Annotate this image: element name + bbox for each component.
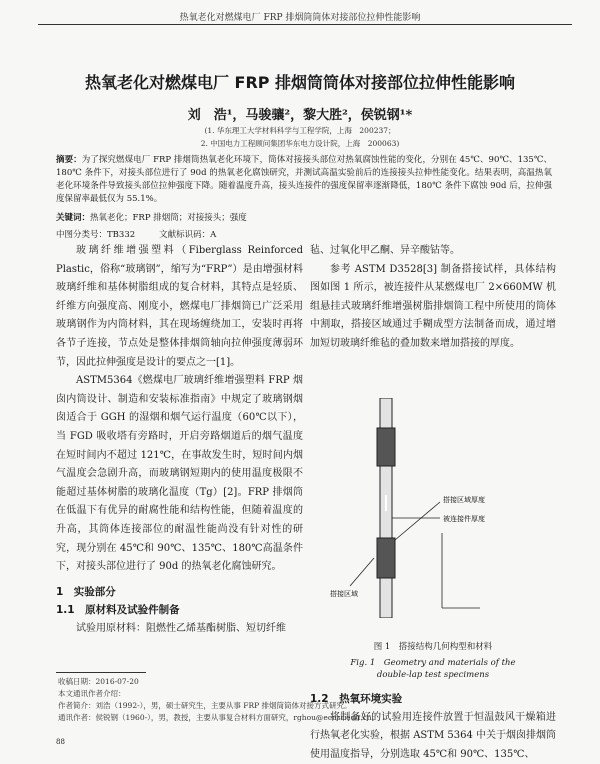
- footnote-rule: [56, 672, 146, 673]
- figure-caption-cn: 图 1 搭接结构几何构型和材料: [373, 642, 493, 652]
- keywords: [56, 211, 247, 223]
- abstract-label: 摘要：: [56, 155, 82, 165]
- document-code: 文献标识码：A: [159, 230, 217, 240]
- keywords-text: 热氧老化；FRP 排烟筒；对接接头；强度: [90, 213, 247, 223]
- section-heading: 1 实验部分: [56, 585, 116, 598]
- overlap-block-top: [377, 428, 395, 466]
- label-overlap-thickness: 搭接区域厚度: [443, 496, 485, 504]
- header-rule: [38, 24, 572, 25]
- body-paragraph: 毡、过氧化甲乙酮、异辛酸钴等。: [310, 245, 460, 256]
- body-paragraph: 试验用原材料：阻燃性乙烯基酯树脂、短切纤维: [76, 622, 286, 634]
- leader-line: [395, 502, 440, 540]
- figure-caption-en: Fig. 1 Geometry and materials of the: [350, 658, 516, 668]
- abstract: [56, 154, 552, 206]
- authors: 刘 浩¹，马骏骧²，黎大胜²，侯锐钢¹*: [187, 108, 413, 123]
- figure-1: [330, 398, 540, 618]
- body-paragraph: 将制备好的试验用连接件放置于恒温鼓风干燥箱进行热氧老化实验，根据 ASTM 5364 中关于烟囱排烟筒使用温度指导，分别选取 45℃和 90℃、135℃、: [310, 711, 556, 760]
- abstract-text: 为了探究燃煤电厂 FRP 排烟筒热氧老化环境下，筒体对接接头部位对热氧腐蚀性能的变化，分别在 45℃、90℃、135℃、180℃ 条件下，对接头部位进行了 90d 的热氧老化腐蚀研究，并测试高温实验前后的连接接头拉伸性能变化。结果表明，高温热氧老化环境条件导致接头部位拉伸强度下降。随着温度升高，接头连接件的强度保留率逐渐降低，180℃ 条件下腐蚀 90d 后，拉伸强度保留率最低仅为 55.1%。: [56, 155, 552, 204]
- footnote: 本文通讯作者介绍：: [58, 689, 126, 698]
- running-header: 热氧老化对燃煤电厂 FRP 排烟筒筒体对接部位拉伸性能影响: [179, 13, 421, 23]
- body-paragraph: 玻璃纤维增强塑料（Fiberglass Reinforced Plastic，俗称“玻璃钢”，缩写为“FRP”）是由增强材料玻璃纤维和基体树脂组成的复合材料，其特点是轻质、纤维方向强度高、刚度小，燃煤电厂排烟筒已广泛采用玻璃钢作为内筒材料，其在现场缠绕加工，安装时再将各节子连接，节点处是整体排烟筒轴向拉伸强度薄弱环节，因此拉伸强度是设计的要点之一[1]。: [56, 245, 303, 368]
- label-overlap-zone: 搭接区域: [330, 590, 358, 598]
- page-number: 88: [56, 738, 65, 746]
- subsection-heading: 1.1 原材料及试验件制备: [56, 604, 180, 617]
- affiliation-2: 2. 中国电力工程顾问集团华东电力设计院，上海 200063): [200, 139, 400, 148]
- figure-caption-en: double-lap test specimens: [376, 670, 490, 680]
- classification-number: 中图分类号：TB332: [56, 230, 136, 240]
- affiliation-1: (1. 华东理工大学材料科学与工程学院，上海 200237；: [204, 126, 396, 135]
- keywords-label: 关键词：: [56, 213, 91, 223]
- left-column: [56, 232, 303, 638]
- label-adherend-thickness: 被连接件厚度: [443, 515, 485, 523]
- footnote: 通讯作者：侯锐钢（1960-），男，教授，主要从事复合材料方面研究，rghou@ecust.edu.cn。: [58, 713, 380, 722]
- leader-line: [350, 558, 374, 586]
- subsection-heading: 1.2 热氧环境实验: [310, 693, 403, 705]
- right-column: [310, 232, 556, 354]
- body-paragraph: ASTM5364《燃煤电厂玻璃纤维增强塑料 FRP 烟囱内筒设计、制造和安装标准指南》中规定了玻璃钢烟囱适合于 GGH 的湿烟和烟气运行温度（60℃以下），当 FGD 吸收塔有旁路时，开启旁路烟道后的烟气温度在短时间内不超过 121℃，在事故发生时，短时间内烟气温度会急剧升高，而玻璃钢短期内的使用温度极限不能超过基体树脂的玻璃化温度（Tg）[2]。FRP 排烟筒在低温下有优异的耐腐性能和结构性能，但随着温度的升高，其筒体连接部位的耐温性能尚没有针对性的研究，现分别在 45℃和 90℃、135℃、180℃高温条件下，对接头部位进行了 90d 的热氧老化腐蚀研究。: [56, 375, 303, 573]
- body-paragraph: 参考 ASTM D3528[3] 制备搭接试样，具体结构图如图 1 所示，被连接件从某燃煤电厂 2×660MW 机组悬挂式玻璃纤维增强树脂排烟筒工程中所使用的筒体中割取，搭接区域通过手糊成型方法制备而成，通过增加短切玻璃纤维毡的叠加数来增加搭接的厚度。: [310, 263, 556, 349]
- footnote: 作者简介：刘浩（1992-），男，硕士研究生，主要从事 FRP 排烟筒筒体对接方式研究。: [58, 701, 352, 710]
- overlap-block-bottom: [377, 538, 395, 578]
- paper-title: 热氧老化对燃煤电厂 FRP 排烟筒筒体对接部位拉伸性能影响: [84, 73, 516, 92]
- footnote: 收稿日期：2016-07-20: [58, 677, 139, 686]
